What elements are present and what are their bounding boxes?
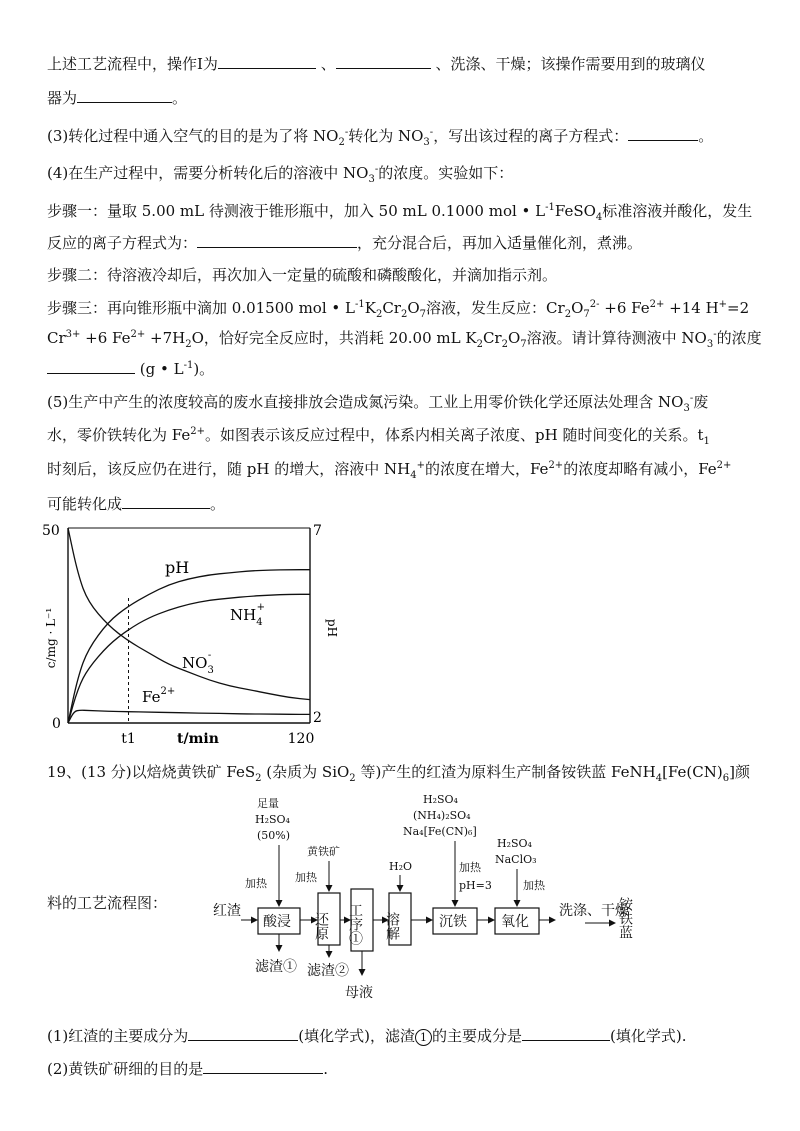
product-label: 铵铁蓝 [617,897,633,939]
acid-leach-label: 酸浸 [263,914,291,930]
ph-curve-label: pH [165,558,190,577]
no3-curve-label: $NO_3-$ [182,650,214,676]
step-1-line-1: 步骤一：量取 5.00 mL 待测液于锥形瓶中，加入 50 mL 0.1000 mol • $L^{-1}FeSO_4$标准溶液并酸化，发生 [47,202,753,223]
reagent-sodium-chlorate: NaClO₃ [495,853,537,866]
part-5-line-3: 时刻后，该反应仍在进行，随 pH 的增大，溶液中 $NH_4^+$的浓度在增大，$Fe^{2+}$的浓度却略有减小，$Fe^{2+}$ [47,460,732,481]
reagent-h2so4-3: H₂SO₄ [497,837,532,850]
start-red-slag-1: 红渣 [213,903,241,919]
dissolve-label: 溶解 [384,912,400,940]
y-right-tick-bottom: 2 [313,710,322,726]
answer-blank[interactable] [522,1025,610,1041]
y-left-label: c/mg · L⁻¹ [44,607,58,669]
q19-part-1: (1)红渣的主要成分为 (填化学式)，滤渣 1 的主要成分是 (填化学式). [47,1027,687,1045]
answer-blank[interactable] [77,87,172,103]
answer-blank[interactable] [218,53,316,69]
curve-no3 [68,528,310,700]
heat-2: 加热 [295,871,317,884]
answer-blank[interactable] [197,232,357,248]
oxidation-label: 氧化 [501,914,529,930]
heat-4: 加热 [523,879,545,892]
nh4-curve-label: $NH_4+$ [230,602,265,628]
y-right-tick-top: 7 [313,523,322,539]
ph-3: pH=3 [459,879,492,892]
step-1-line-2: 反应的离子方程式为： ，充分混合后，再加入适量催化剂，煮沸。 [47,234,643,252]
flow-caption: 料的工艺流程图： [47,894,168,912]
wash-dry-label: 洗涤、干燥 [559,903,629,919]
curve-fe2 [68,710,310,723]
reagent-excess: 足量 [257,797,279,810]
mother-liquor: 母液 [345,985,373,1001]
q19-part-2: (2)黄铁矿研细的目的是 . [47,1060,329,1078]
process-flowchart [205,785,665,1005]
filter-residue-1: 滤渣① [255,959,297,975]
instrument-line: 器为 。 [47,89,188,107]
operation-line: 上述工艺流程中，操作I为 、 、洗涤、干燥；该操作需要用到的玻璃仪 [47,55,706,73]
answer-blank[interactable] [336,53,431,69]
part-5-line-1: (5)生产中产生的浓度较高的废水直接排放会造成氮污染。工业上用零价铁化学还原法处理含 $NO_3^-$废 [47,393,709,414]
step-3-line-2: $Cr^{3+} +6$ $Fe^{2+} +7H_2O$，恰好完全反应时，共消耗 20.00 mL $K_2Cr_2O_7$溶液。请计算待测液中 $NO_3^-$的浓度 [47,329,762,350]
x-tick-t1: t1 [121,731,136,747]
reagent-sodium-ferrocyanide: Na₄[Fe(CN)₆] [403,825,477,838]
reagent-50pct: (50%) [257,829,291,842]
x-tick-120: 120 [287,731,315,747]
x-label: t/min [177,731,219,747]
step-2: 步骤二：待溶液冷却后，再次加入一定量的硫酸和磷酸酸化，并滴加指示剂。 [47,266,558,284]
answer-blank[interactable] [203,1058,323,1074]
reduction-label: 还原 [313,912,329,940]
q19-intro: 19、(13 分)以焙烧黄铁矿 FeS$_2$ (杂质为 SiO$_2$ 等)产生的红渣为原料生产制备铵铁蓝 $FeNH_4[Fe(CN)_6]$颜 [47,763,750,784]
step-3-line-1: 步骤三：再向锥形瓶中滴加 0.01500 mol • $L^{-1}K_2Cr_2O_7$溶液，发生反应：$Cr_2O_7^{2-} +6$ $Fe^{2+} +14$ H+=2 [47,299,750,320]
answer-blank[interactable] [628,125,698,141]
part-4: (4)在生产过程中，需要分析转化后的溶液中 $NO_3^-$的浓度。实验如下： [47,164,514,185]
fe-curve-label: $Fe^{2+}$ [142,686,176,706]
y-left-tick-top: 50 [42,523,60,539]
iron-precipitation-label: 沉铁 [439,914,467,930]
concentration-ph-chart [40,518,340,750]
reagent-h2so4-2: H₂SO₄ [423,793,458,806]
filter-residue-2: 滤渣② [307,963,349,979]
heat-1: 加热 [245,877,267,890]
part-5-line-2: 水，零价铁转化为 $Fe^{2+}$。如图表示该反应过程中，体系内相关离子浓度、pH 随时间变化的关系。$t_1$ [47,426,710,447]
answer-blank[interactable] [122,493,210,509]
answer-blank[interactable] [188,1025,298,1041]
part-3: (3)转化过程中通入空气的目的是为了将 $NO_2^-$转化为 $NO_3^-$，写出该过程的离子方程式： 。 [47,127,714,148]
step-3-line-3: (g • $L^{-1}$)。 [47,358,214,379]
circled-1: 1 [415,1029,432,1046]
reagent-water: H₂O [389,860,413,873]
reagent-h2so4-1: H₂SO₄ [255,813,290,826]
curve-ph [68,570,310,723]
part-5-line-4: 可能转化成 。 [47,495,226,513]
reagent-ammonium-sulfate: (NH₄)₂SO₄ [413,809,471,822]
heat-3: 加热 [459,861,481,874]
process-1-label: 工序① [347,903,363,945]
answer-blank[interactable] [47,358,135,374]
reagent-pyrite: 黄铁矿 [307,845,340,858]
y-right-label: pH [325,618,339,638]
y-left-tick-bottom: 0 [52,716,61,732]
